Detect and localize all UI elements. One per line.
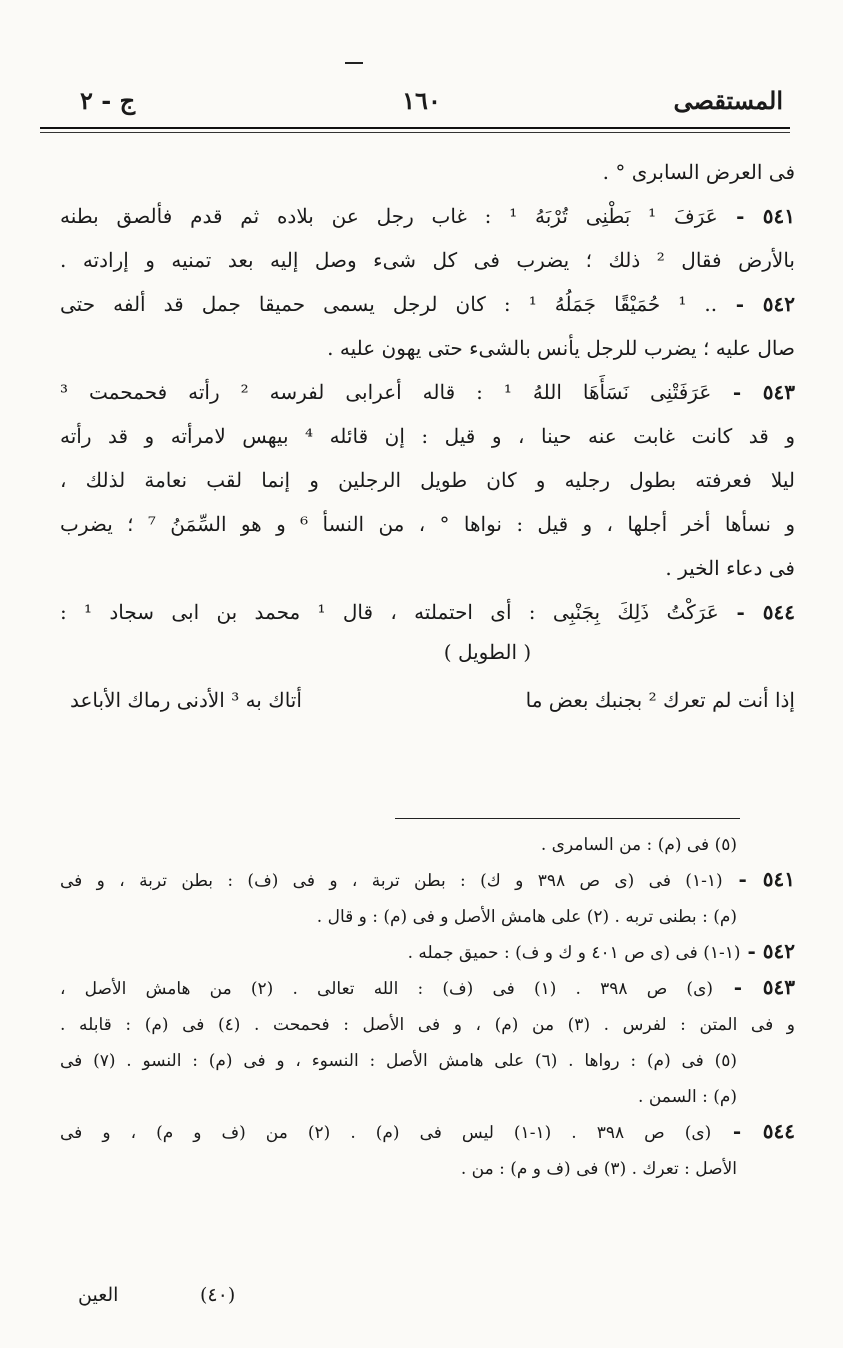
entry-number: ٥٤١ - <box>717 204 796 228</box>
header-title: المستقصى <box>673 86 783 115</box>
entry-number: ٥٤٤ - <box>718 600 795 624</box>
footnote-543: ٥٤٣ - (ى) ص ٣٩٨ . (١) فى (ف) : الله تعالى . (٢) من هامش الأصل ، <box>60 975 796 999</box>
footnote-line: (م) : بطنى تربه . (٢) على هامش الأصل و فى (م) : و قال . <box>316 907 737 927</box>
header-rule-thin <box>40 132 790 133</box>
header-page-number: ١٦٠ <box>402 86 441 115</box>
body-line: صال عليه ؛ يضرب للرجل يأنس بالشىء حتى يهون عليه . <box>327 336 795 360</box>
signature-mark: (٤٠) <box>200 1284 236 1306</box>
footnote-line: (٥) فى (م) : رواها . (٦) على هامش الأصل : النسوء ، و فى (م) : النسو . (٧) فى <box>60 1051 737 1071</box>
body-line: ليلا فعرفته بطول رجليه و كان طويل الرجلين و إنما لقب نعامة لذلك ، <box>60 468 795 492</box>
body-line: و قد كانت غابت عنه حينا ، و قيل : إن قائله ⁴ بيهس لامرأته و قد رأته <box>60 424 795 448</box>
poem-meter: ( الطويل ) <box>443 640 532 664</box>
header-volume: ج - ٢ <box>80 86 136 115</box>
proverb-542: ٥٤٢ - .. ¹ حُمَيْقًا جَمَلُهُ ¹ : كان لرجل يسمى حميقا جمل قد ألفه حتى <box>60 292 795 316</box>
body-line: فى دعاء الخير . <box>665 556 795 580</box>
verse-hemistich-1: إذا أنت لم تعرك ² بجنبك بعض ما <box>525 688 795 712</box>
header-rule <box>40 127 790 129</box>
footnote-544: ٥٤٤ - (ى) ص ٣٩٨ . (١-١) ليس فى (م) . (٢) من (ف و م) ، و فى <box>60 1119 795 1143</box>
header-mark <box>345 62 363 64</box>
footnote-541: ٥٤١ - (١-١) فى (ى ص ٣٩٨ و ك) : بطن تربة ، و فى (ف) : بطن تربة ، و فى <box>60 867 795 891</box>
footnote-separator <box>395 818 740 819</box>
footnote-line: الأصل : تعرك . (٣) فى (ف و م) : من . <box>460 1159 737 1179</box>
footnotes <box>60 826 795 1186</box>
running-header <box>60 86 783 120</box>
body-line: و نسأها أخر أجلها ، و قيل : نواها ° ، من النسأ ⁶ و هو السِّمَنُ ⁷ ؛ يضرب <box>60 512 795 536</box>
footnote-542: ٥٤٢ - (١-١) فى (ى ص ٤٠١ و ك و ف) : حميق جمله . <box>407 939 795 963</box>
page-footer <box>60 1284 795 1314</box>
catchword: العين <box>78 1284 119 1306</box>
proverb-544: ٥٤٤ - عَرَكْتُ ذَلِكَ بِجَنْبِى : أى احتملته ، قال ¹ محمد بن ابى سجاد ¹ : <box>60 600 795 624</box>
footnote-line: (م) : السمن . <box>638 1087 737 1107</box>
entry-number: ٥٤٣ - <box>711 380 795 404</box>
proverb-543: ٥٤٣ - عَرَفَتْنِى نَسَأَهَا اللهُ ¹ : قاله أعرابى لفرسه ² رأته فحمحمت ³ <box>60 380 795 404</box>
footnote-line: و فى المتن : لفرس . (٣) من (م) ، و فى الأصل : فحمحت . (٤) فى (م) : قابله . <box>60 1015 796 1035</box>
poem-verse <box>60 676 795 724</box>
body-line: بالأرض فقال ² ذلك ؛ يضرب فى كل شىء وصل إليه بعد تمنيه و إرادته . <box>60 248 795 272</box>
proverb-541: ٥٤١ - عَرَفَ ¹ بَطْنِى تُرْبَهُ ¹ : غاب رجل عن بلاده ثم قدم فألصق بطنه <box>60 204 796 228</box>
body-line: فى العرض السابرى ° . <box>602 160 795 184</box>
footnote-line: (٥) فى (م) : من السامرى . <box>540 835 737 855</box>
entry-number: ٥٤٢ - <box>717 292 795 316</box>
verse-hemistich-2: أتاك به ³ الأدنى رماك الأباعد <box>70 688 302 712</box>
main-text <box>60 150 795 724</box>
